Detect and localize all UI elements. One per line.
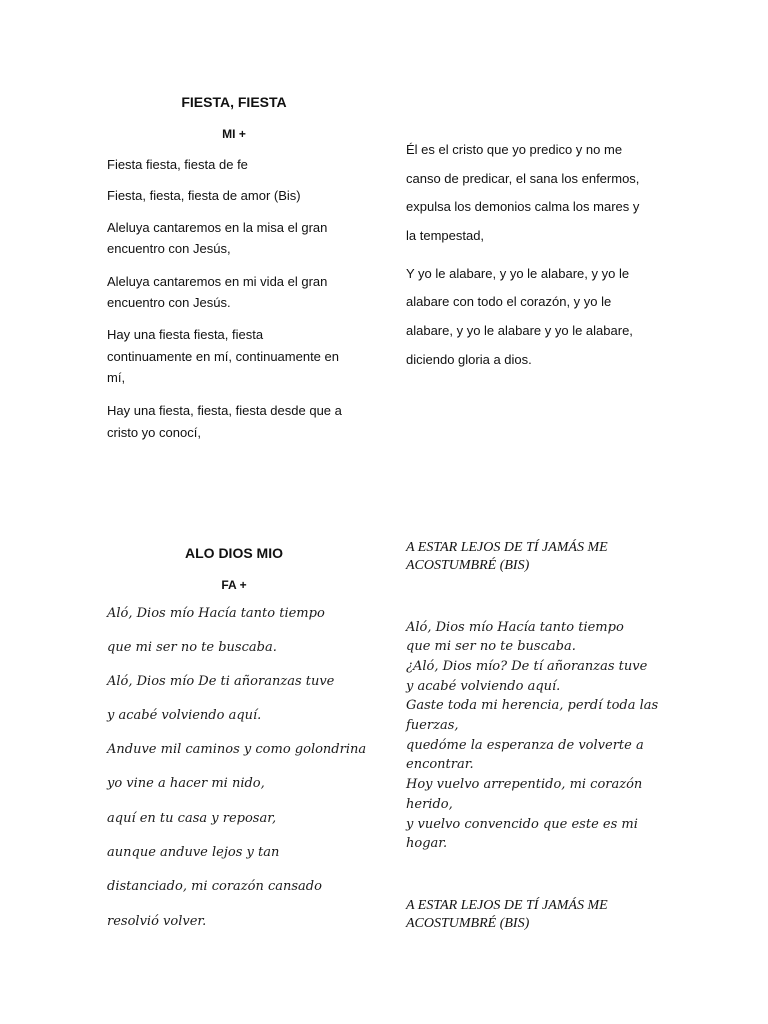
lyric-line: hogar.	[406, 836, 448, 851]
lyric-line: Aló, Dios mío De ti añoranzas tuve	[107, 674, 335, 689]
lyric-line: Fiesta fiesta, fiesta de fe	[107, 157, 248, 172]
lyric-line: y vuelvo convencido que este es mi	[406, 817, 638, 832]
lyric-line: Hay una fiesta, fiesta, fiesta desde que a	[107, 403, 342, 418]
lyric-line: expulsa los demonios calma los mares y	[406, 199, 640, 214]
lyric-line: diciendo gloria a dios.	[406, 352, 532, 367]
lyric-line: y acabé volviendo aquí.	[107, 708, 262, 723]
lyric-line: cristo yo conocí,	[107, 425, 201, 440]
lyric-line: encontrar.	[406, 757, 474, 772]
chorus-line: A ESTAR LEJOS DE TÍ JAMÁS ME	[406, 898, 608, 913]
lyric-line: herido,	[406, 797, 453, 812]
song-chord: MI +	[222, 127, 246, 141]
lyric-line: Él es el cristo que yo predico y no me	[406, 142, 623, 157]
lyric-line: alabare con todo el corazón, y yo le	[406, 294, 612, 309]
lyric-line: ¿Aló, Dios mío? De tí añoranzas tuve	[406, 659, 648, 674]
lyric-line: Hay una fiesta fiesta, fiesta	[107, 327, 264, 342]
lyric-line: Fiesta, fiesta, fiesta de amor (Bis)	[107, 188, 301, 203]
lyric-line: Aló, Dios mío Hacía tanto tiempo	[406, 620, 624, 635]
lyric-line: Aló, Dios mío Hacía tanto tiempo	[107, 606, 325, 621]
lyric-line: Aleluya cantaremos en la misa el gran	[107, 220, 328, 235]
lyric-line: encuentro con Jesús.	[107, 295, 231, 310]
lyric-line: que mi ser no te buscaba.	[107, 640, 277, 655]
song-chord: FA +	[221, 578, 247, 592]
lyric-line: fuerzas,	[406, 718, 459, 733]
lyric-line: aquí en tu casa y reposar,	[107, 811, 277, 826]
lyric-line: Y yo le alabare, y yo le alabare, y yo le	[406, 266, 630, 281]
lyric-line: yo vine a hacer mi nido,	[107, 776, 265, 791]
lyric-line: Hoy vuelvo arrepentido, mi corazón	[406, 777, 643, 792]
chorus-line: ACOSTUMBRÉ (BIS)	[406, 916, 530, 931]
lyric-line: Aleluya cantaremos en mi vida el gran	[107, 274, 328, 289]
lyric-line: Gaste toda mi herencia, perdí toda las	[406, 698, 659, 713]
song-title: ALO DIOS MIO	[185, 545, 283, 561]
lyric-line: resolvió volver.	[107, 914, 207, 929]
lyric-line: quedóme la esperanza de volverte a	[406, 738, 644, 753]
lyric-line: Anduve mil caminos y como golondrina	[107, 742, 367, 757]
lyric-line: distanciado, mi corazón cansado	[107, 879, 322, 894]
song-title: FIESTA, FIESTA	[181, 94, 287, 110]
lyric-line: encuentro con Jesús,	[107, 241, 231, 256]
lyric-line: continuamente en mí, continuamente en	[107, 349, 339, 364]
lyric-line: y acabé volviendo aquí.	[406, 679, 561, 694]
chorus-line: ACOSTUMBRÉ (BIS)	[406, 558, 530, 573]
lyric-line: que mi ser no te buscaba.	[406, 639, 576, 654]
lyric-line: aunque anduve lejos y tan	[107, 845, 280, 860]
chorus-line: A ESTAR LEJOS DE TÍ JAMÁS ME	[406, 540, 608, 555]
lyric-line: la tempestad,	[406, 228, 485, 243]
lyric-line: alabare, y yo le alabare y yo le alabare,	[406, 323, 633, 338]
lyric-line: mí,	[107, 370, 126, 385]
lyric-line: canso de predicar, el sana los enfermos,	[406, 171, 640, 186]
